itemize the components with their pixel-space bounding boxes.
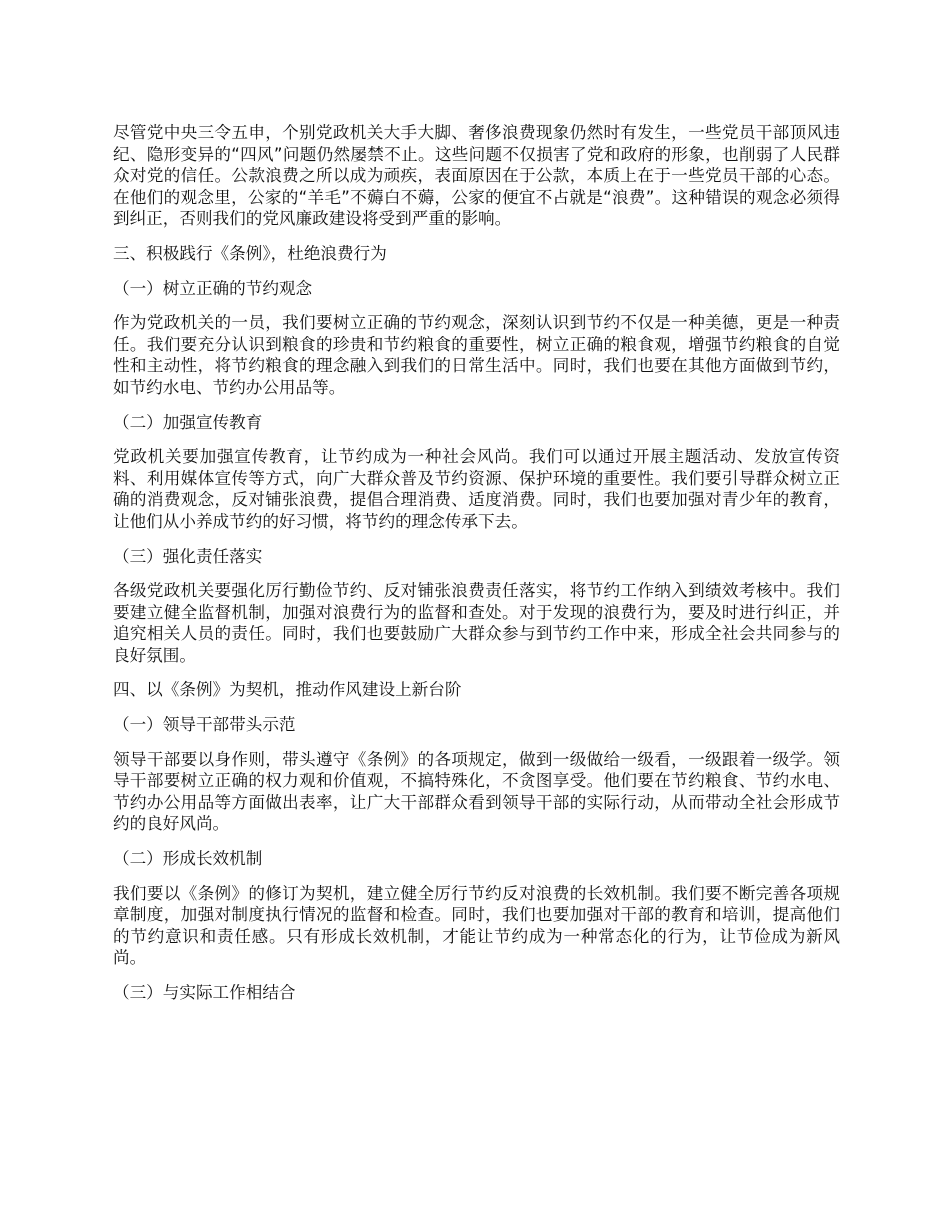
paragraph: 作为党政机关的一员，我们要树立正确的节约观念，深刻认识到节约不仅是一种美德，更是一种责任。我们要充分认识到粮食的珍贵和节约粮食的重要性，树立正确的粮食观，增强节约粮食的自觉性和主动性，将节约粮食的理念融入到我们的日常生活中。同时，我们也要在其他方面做到节约，如节约水电、节约办公用品等。: [113, 313, 840, 397]
paragraph: 尽管党中央三令五申，个别党政机关大手大脚、奢侈浪费现象仍然时有发生，一些党员干部顶风违纪、隐形变异的“四风”问题仍然屡禁不止。这些问题不仅损害了党和政府的形象，也削弱了人民群众对党的信任。公款浪费之所以成为顽疾，表面原因在于公款，本质上在于一些党员干部的心态。在他们的观念里，公家的“羊毛”不薅白不薅，公家的便宜不占就是“浪费”。这种错误的观念必须得到纠正，否则我们的党风廉政建设将受到严重的影响。: [113, 123, 840, 229]
subsection-heading: （三）与实际工作相结合: [113, 983, 296, 1002]
subsection-heading: （一）领导干部带头示范: [113, 715, 296, 735]
paragraph: 各级党政机关要强化厉行勤俭节约、反对铺张浪费责任落实，将节约工作纳入到绩效考核中。我们要建立健全监督机制，加强对浪费行为的监督和查处。对于发现的浪费行为，要及时进行纠正，并追究相关人员的责任。同时，我们也要鼓励广大群众参与到节约工作中来，形成全社会共同参与的良好氛围。: [113, 581, 840, 665]
section-heading: 四、以《条例》为契机，推动作风建设上新台阶: [113, 680, 462, 700]
paragraph: 我们要以《条例》的修订为契机，建立健全厉行节约反对浪费的长效机制。我们要不断完善各项规章制度，加强对制度执行情况的监督和检查。同时，我们也要加强对干部的教育和培训，提高他们的节约意识和责任感。只有形成长效机制，才能让节约成为一种常态化的行为，让节俭成为新风尚。: [113, 883, 840, 968]
subsection-heading: （一）树立正确的节约观念: [113, 278, 313, 298]
paragraph: 党政机关要加强宣传教育，让节约成为一种社会风尚。我们可以通过开展主题活动、发放宣传资料、利用媒体宣传等方式，向广大群众普及节约资源、保护环境的重要性。我们要引导群众树立正确的消费观念，反对铺张浪费，提倡合理消费、适度消费。同时，我们也要加强对青少年的教育，让他们从小养成节约的好习惯，将节约的理念传承下去。: [113, 447, 840, 531]
subsection-heading: （二）形成长效机制: [113, 849, 263, 869]
paragraph: 领导干部要以身作则，带头遵守《条例》的各项规定，做到一级做给一级看，一级跟着一级学。领导干部要树立正确的权力观和价值观，不搞特殊化，不贪图享受。他们要在节约粮食、节约水电、节约办公用品等方面做出表率，让广大干部群众看到领导干部的实际行动，从而带动全社会形成节约的良好风尚。: [113, 749, 840, 834]
section-heading: 三、积极践行《条例》，杜绝浪费行为: [113, 243, 387, 263]
document-body: [113, 122, 840, 1017]
subsection-heading: （二）加强宣传教育: [113, 412, 263, 432]
subsection-heading: （三）强化责任落实: [113, 546, 263, 566]
